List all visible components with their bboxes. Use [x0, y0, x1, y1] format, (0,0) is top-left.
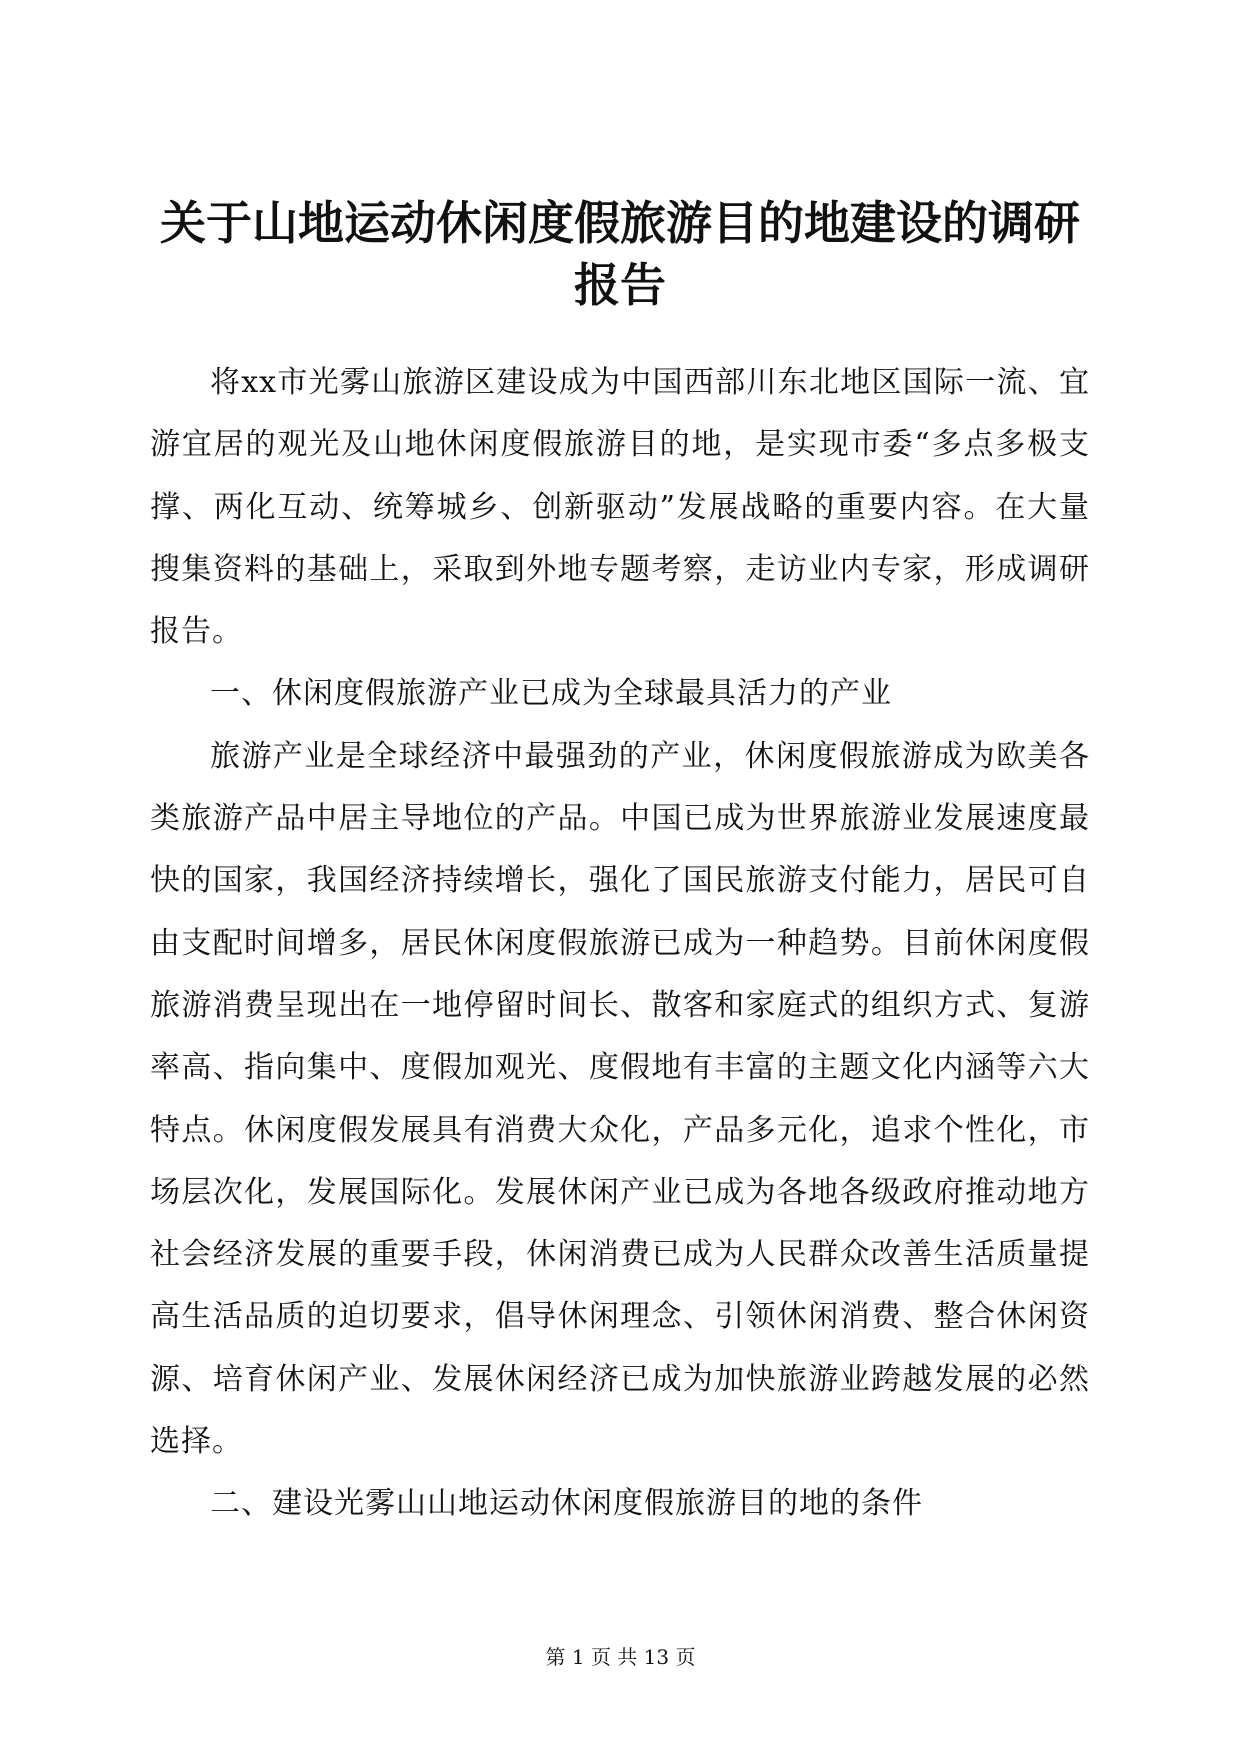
- document-title: 关于山地运动休闲度假旅游目的地建设的调研报告: [160, 196, 1080, 312]
- paragraph-intro: 将xx市光雾山旅游区建设成为中国西部川东北地区国际一流、宜游宜居的观光及山地休闲度假旅游目的地，是实现市委“多点多极支撑、两化互动、统筹城乡、创新驱动”发展战略的重要内容。在大量搜集资料的基础上，采取到外地专题考察，走访业内专家，形成调研报告。: [150, 365, 1090, 650]
- section-heading-2: 二、建设光雾山山地运动休闲度假旅游目的地的条件: [210, 1486, 923, 1522]
- document-body: [150, 352, 1090, 1536]
- page-footer: 第 1 页 共 13 页: [545, 1645, 696, 1669]
- paragraph-section-1: 旅游产业是全球经济中最强劲的产业，休闲度假旅游成为欧美各类旅游产品中居主导地位的产品。中国已成为世界旅游业发展速度最快的国家，我国经济持续增长，强化了国民旅游支付能力，居民可自由支配时间增多，居民休闲度假旅游已成为一种趋势。目前休闲度假旅游消费呈现出在一地停留时间长、散客和家庭式的组织方式、复游率高、指向集中、度假加观光、度假地有丰富的主题文化内涵等六大特点。休闲度假发展具有消费大众化，产品多元化，追求个性化，市场层次化，发展国际化。发展休闲产业已成为各地各级政府推动地方社会经济发展的重要手段，休闲消费已成为人民群众改善生活质量提高生活品质的迫切要求，倡导休闲理念、引领休闲消费、整合休闲资源、培育休闲产业、发展休闲经济已成为加快旅游业跨越发展的必然选择。: [150, 738, 1090, 1460]
- section-heading-1: 一、休闲度假旅游产业已成为全球最具活力的产业: [210, 676, 892, 712]
